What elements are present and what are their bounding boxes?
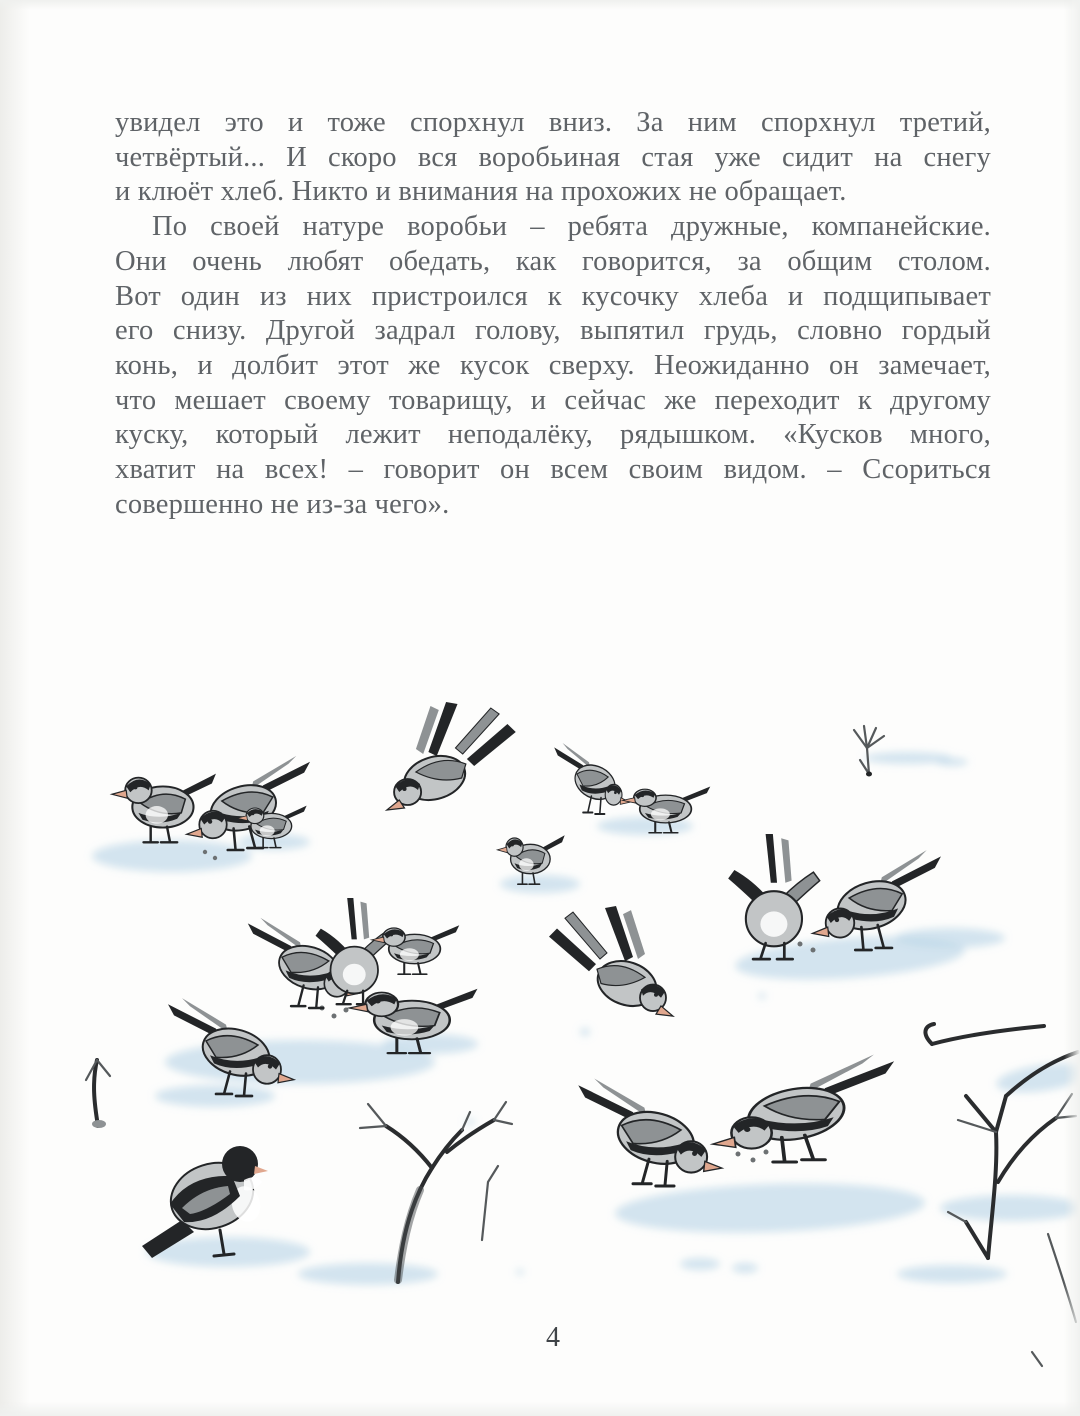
sparrow-bottom-pair-right bbox=[713, 1054, 894, 1162]
sparrow-cluster-topright bbox=[372, 925, 460, 974]
story-text bbox=[115, 106, 991, 522]
text-line: четвёртый... И скоро вся воробьиная стая уже сидит на снегу bbox=[115, 141, 991, 173]
text-line: куску, который лежит неподалёку, рядышком. «Кусков много, bbox=[115, 419, 991, 451]
text-line: конь, и долбит этот же кусок сверху. Неожиданно он замечает, bbox=[115, 349, 991, 381]
text-line: Вот один из них пристроился к кусочку хлеба и подщипывает bbox=[115, 280, 991, 312]
text-line: По своей натуре воробьи – ребята дружные, компанейские. bbox=[152, 211, 991, 243]
text-line: его снизу. Другой задрал голову, выпятил грудь, словно гордый bbox=[115, 315, 991, 347]
text-line: увидел это и тоже спорхнул вниз. За ним спорхнул третий, bbox=[115, 107, 991, 138]
text-line: хватит на всех! – говорит он всем своим видом. – Ссориться bbox=[115, 454, 991, 486]
sparrow-bottom-pair-left bbox=[578, 1078, 722, 1186]
text-line: что мешает своему товарищу, и сейчас же переходит к другому bbox=[115, 384, 991, 416]
text-line: совершенно не из-за чего». bbox=[115, 488, 450, 520]
text-line: Они очень любят обедать, как говорится, за общим столом. bbox=[115, 245, 991, 277]
twig-left bbox=[86, 1060, 110, 1128]
page-number: 4 bbox=[546, 1322, 560, 1353]
sparrow-swooping bbox=[387, 702, 516, 810]
sapling-middle bbox=[360, 1102, 512, 1282]
sparrow-flying-center bbox=[549, 906, 673, 1016]
sparrow-backview-right bbox=[728, 834, 820, 959]
text-line: и клюёт хлеб. Никто и внимания на прохожих не обращает. bbox=[115, 176, 847, 208]
sparrow-pair-b-left bbox=[554, 743, 630, 814]
grass-sprig bbox=[854, 726, 884, 777]
